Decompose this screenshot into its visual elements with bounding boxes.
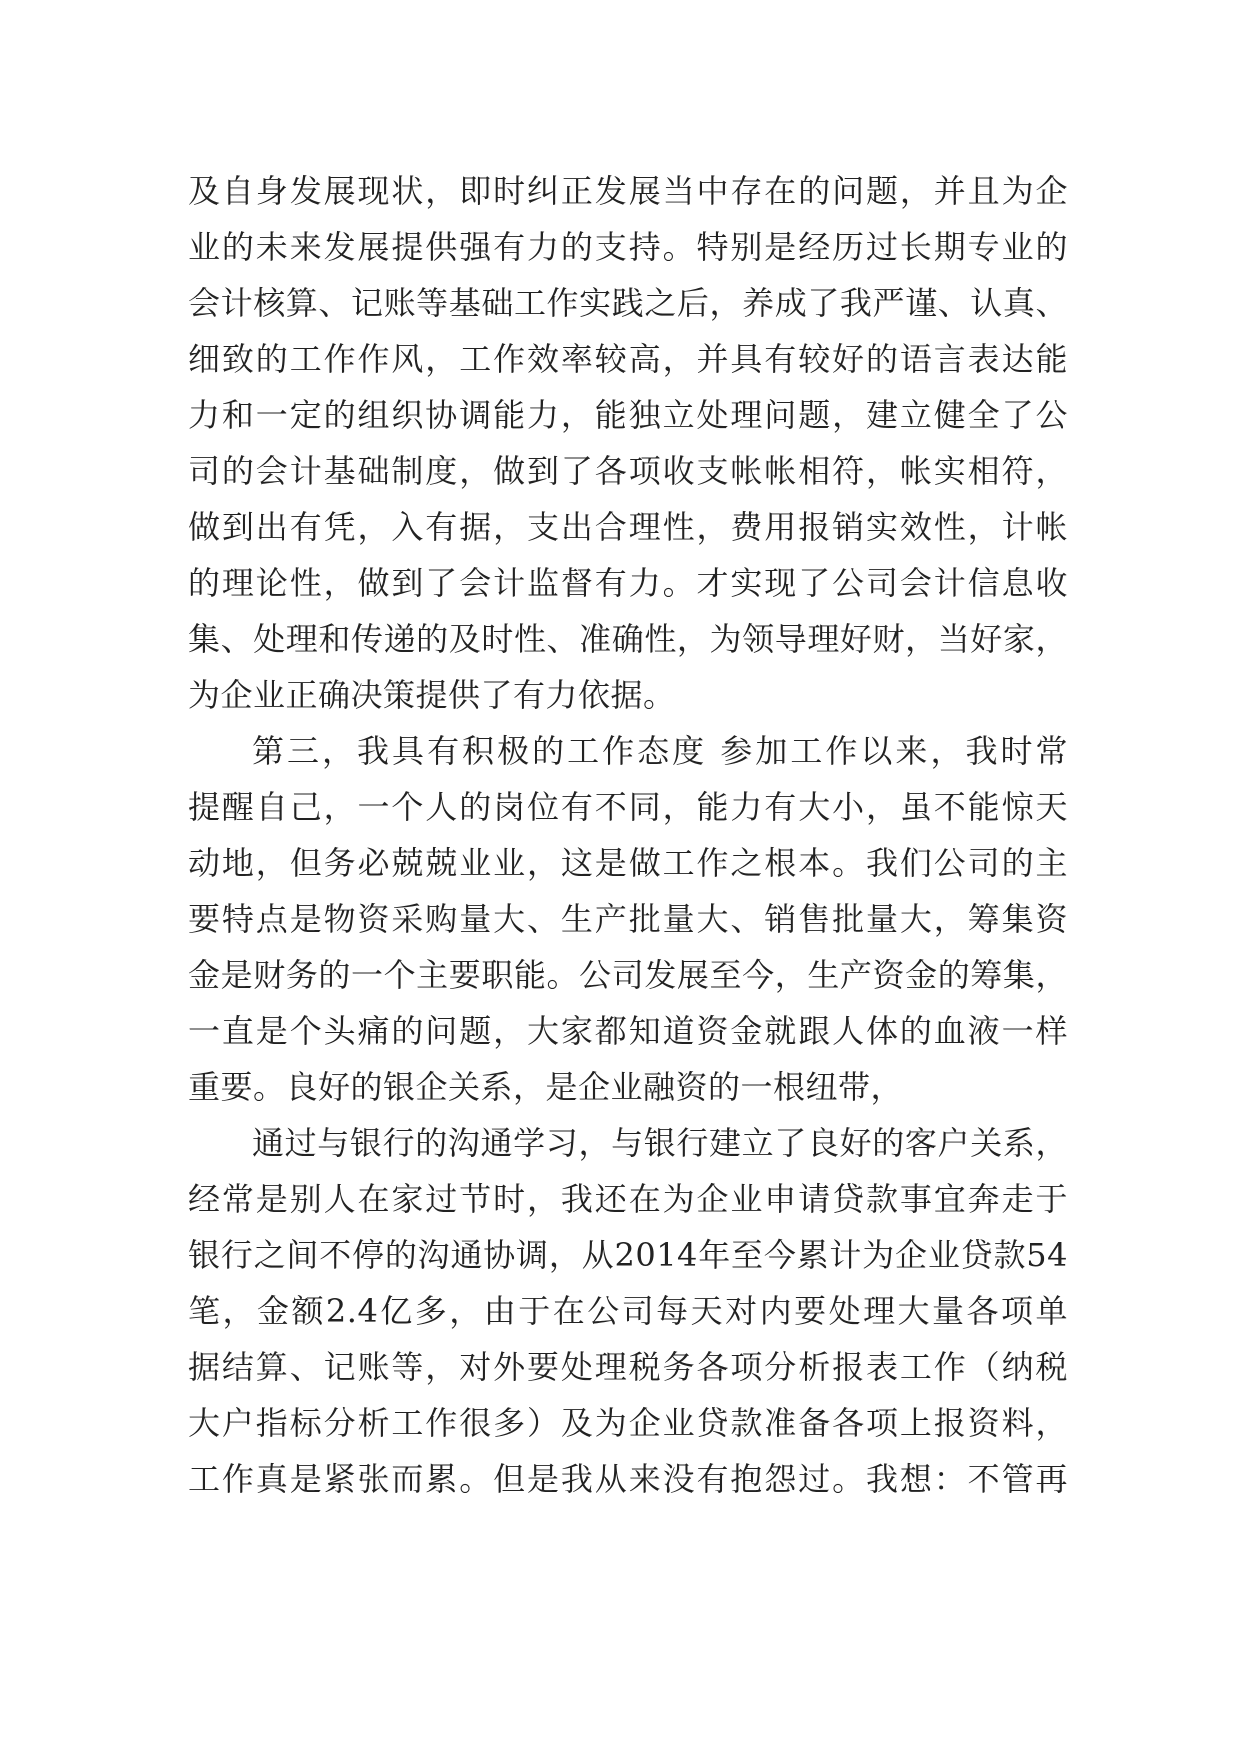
text-line: 为企业正确决策提供了有力依据。 <box>188 676 676 714</box>
text-line: 司的会计基础制度，做到了各项收支帐帐相符，帐实相符， <box>188 452 1068 490</box>
text-line: 提醒自己，一个人的岗位有不同，能力有大小，虽不能惊天 <box>188 788 1068 826</box>
text-line: 及自身发展现状，即时纠正发展当中存在的问题，并且为企 <box>188 172 1068 210</box>
text-line: 要特点是物资采购量大、生产批量大、销售批量大，筹集资 <box>188 900 1068 938</box>
body-text <box>188 163 1068 1507</box>
text-line: 据结算、记账等，对外要处理税务各项分析报表工作（纳税 <box>188 1348 1068 1386</box>
paragraph-start-line: 第三，我具有积极的工作态度 参加工作以来，我时常 <box>252 732 1068 770</box>
text-line: 细致的工作作风，工作效率较高，并具有较好的语言表达能 <box>188 340 1068 378</box>
text-line: 一直是个头痛的问题，大家都知道资金就跟人体的血液一样 <box>188 1012 1068 1050</box>
text-line: 大户指标分析工作很多）及为企业贷款准备各项上报资料， <box>188 1404 1068 1442</box>
paragraph-start-line: 通过与银行的沟通学习，与银行建立了良好的客户关系， <box>252 1124 1068 1162</box>
text-line: 重要。良好的银企关系，是企业融资的一根纽带， <box>188 1068 904 1106</box>
text-line: 做到出有凭，入有据，支出合理性，费用报销实效性，计帐 <box>188 508 1068 546</box>
text-line: 力和一定的组织协调能力，能独立处理问题，建立健全了公 <box>188 396 1068 434</box>
text-line: 的理论性，做到了会计监督有力。才实现了公司会计信息收 <box>188 564 1068 602</box>
text-line: 金是财务的一个主要职能。公司发展至今，生产资金的筹集， <box>188 956 1068 994</box>
text-line: 业的未来发展提供强有力的支持。特别是经历过长期专业的 <box>188 228 1068 266</box>
text-line: 动地，但务必兢兢业业，这是做工作之根本。我们公司的主 <box>188 844 1068 882</box>
text-line: 经常是别人在家过节时，我还在为企业申请贷款事宜奔走于 <box>188 1180 1068 1218</box>
text-line: 会计核算、记账等基础工作实践之后，养成了我严谨、认真、 <box>188 284 1068 322</box>
text-line: 集、处理和传递的及时性、准确性，为领导理好财，当好家， <box>188 620 1068 658</box>
text-line: 笔，金额2.4亿多，由于在公司每天对内要处理大量各项单 <box>188 1292 1068 1330</box>
text-line: 工作真是紧张而累。但是我从来没有抱怨过。我想：不管再 <box>188 1460 1068 1498</box>
text-line: 银行之间不停的沟通协调，从2014年至今累计为企业贷款54 <box>188 1236 1068 1274</box>
